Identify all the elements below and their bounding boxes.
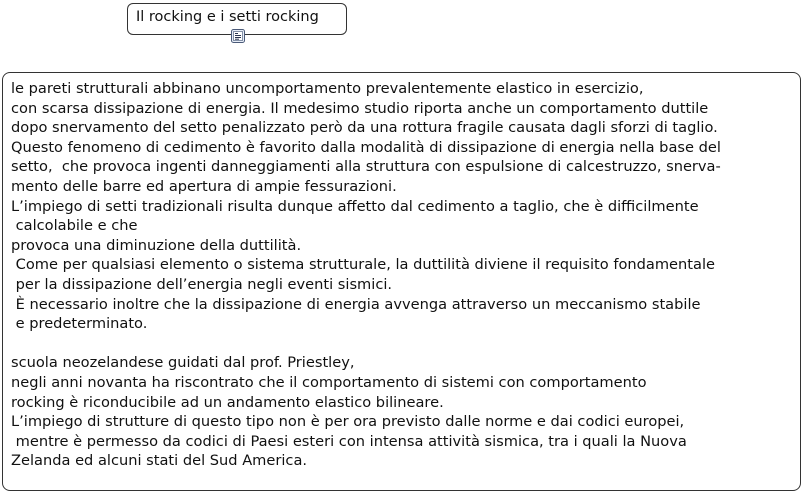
note-line: mento delle barre ed apertura di ampie fessurazioni. bbox=[11, 177, 397, 195]
note-line: mentre è permesso da codici di Paesi esteri con intensa attività sismica, tra i quali la Nuova bbox=[11, 432, 687, 450]
note-line: È necessario inoltre che la dissipazione di energia avvenga attraverso un meccanismo stabile bbox=[11, 295, 701, 313]
note-text bbox=[11, 79, 796, 471]
note-line bbox=[11, 334, 796, 354]
note-line: scuola neozelandese guidati dal prof. Priestley, bbox=[11, 354, 355, 372]
note-line: Zelanda ed alcuni stati del Sud America. bbox=[11, 452, 308, 470]
note-line: e predeterminato. bbox=[11, 315, 148, 333]
note-line: negli anni novanta ha riscontrato che il comportamento di sistemi con comportamento bbox=[11, 373, 647, 391]
note-line: L’impiego di setti tradizionali risulta dunque affetto dal cedimento a taglio, che è difficilmente bbox=[11, 197, 699, 215]
note-line: rocking è riconducibile ad un andamento elastico bilineare. bbox=[11, 393, 444, 411]
note-line: setto, che provoca ingenti danneggiamenti alla struttura con espulsione di calcestruzzo, snerva- bbox=[11, 158, 721, 176]
note-line: Come per qualsiasi elemento o sistema strutturale, la duttilità diviene il requisito fondamentale bbox=[11, 256, 715, 274]
note-line: provoca una diminuzione della duttilità. bbox=[11, 236, 302, 254]
note-line: le pareti strutturali abbinano uncomportamento prevalentemente elastico in esercizio, bbox=[11, 80, 644, 97]
note-line: calcolabile e che bbox=[11, 217, 138, 235]
note-line: L’impiego di strutture di questo tipo non è per ora previsto dalle norme e dai codici europei, bbox=[11, 413, 685, 431]
note-line: per la dissipazione dell’energia negli eventi sismici. bbox=[11, 275, 393, 293]
note-icon[interactable] bbox=[230, 28, 246, 44]
topic-title: Il rocking e i setti rocking bbox=[136, 9, 319, 25]
note-line: Questo fenomeno di cedimento è favorito dalla modalità di dissipazione di energia nella base del bbox=[11, 138, 721, 156]
note-panel[interactable] bbox=[2, 72, 801, 491]
note-line: con scarsa dissipazione di energia. Il medesimo studio riporta anche un comportamento duttile bbox=[11, 99, 709, 117]
note-line: dopo snervamento del setto penalizzato però da una rottura fragile causata dagli sforzi di taglio. bbox=[11, 119, 718, 137]
